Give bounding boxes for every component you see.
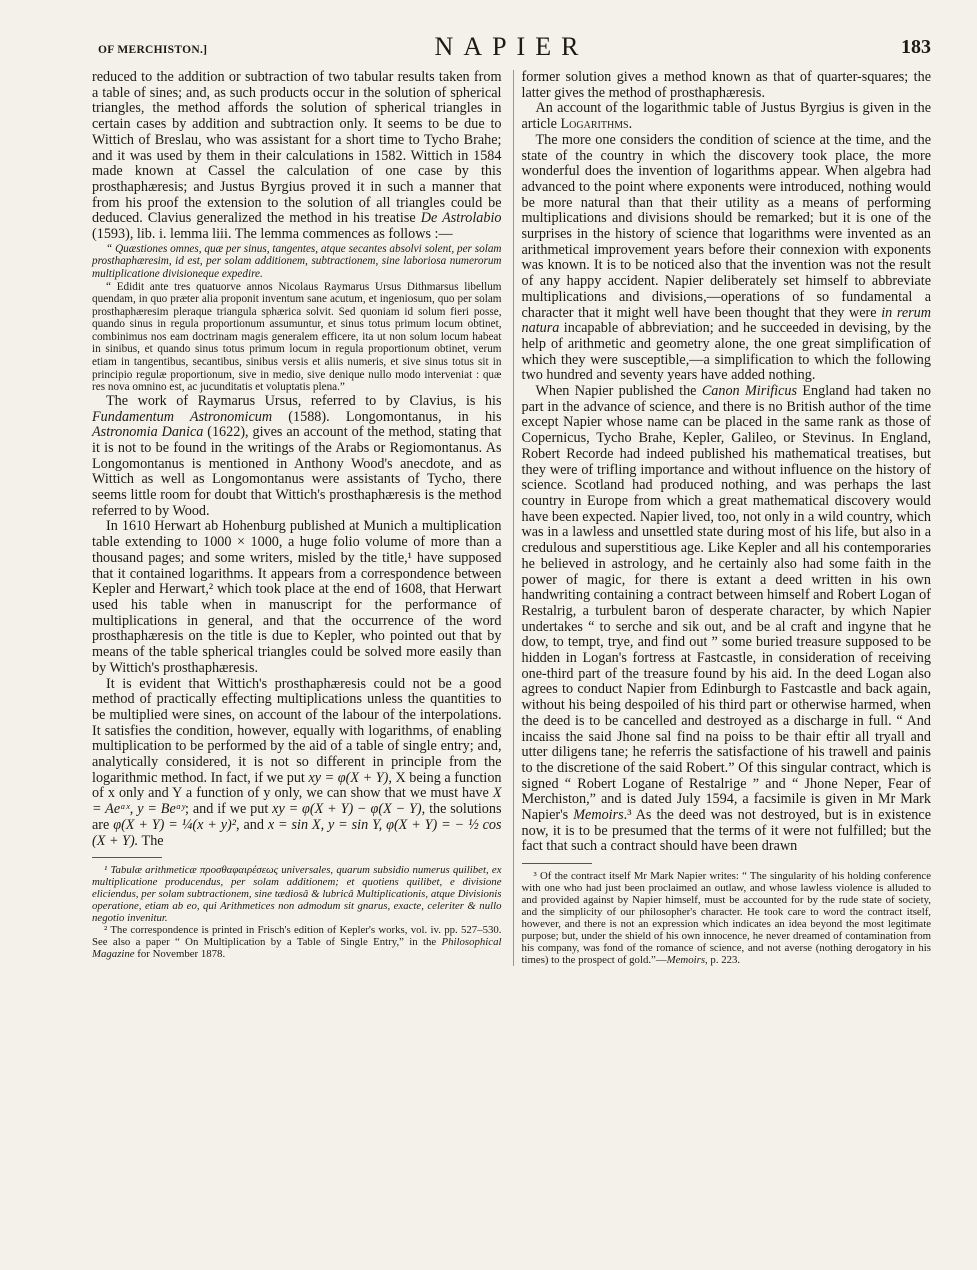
paragraph: An account of the logarithmic table of Justus Byrgius is given in the article Logarithms. [521, 100, 931, 133]
paragraph: The work of Raymarus Ursus, referred to by Clavius, is his Fundamentum Astronomicum (1588). Longomontanus, in his Astronomia Danica (1622), gives an account of the method, stating that it is not to be found in the writings of the Arabs or Regiomontanus. As Longomontanus is mentioned in Anthony Wood's anecdote, and as Wittich as well as Longomontanus were assistants of Tycho, there seems little room for doubt that Wittich's prosthaphæresis is the method referred to by Wood. [92, 392, 502, 519]
page-number: 183 [901, 36, 931, 58]
footnotes [522, 870, 932, 966]
header-section: OF MERCHISTON.] [98, 44, 208, 56]
running-header [92, 30, 931, 70]
footnote-rule [522, 863, 592, 864]
footnote-rule [92, 857, 162, 858]
paragraph: It is evident that Wittich's prosthaphæresis could not be a good method of practically effecting multiplications unless the quantities to be multiplied were sines, on account of the labour of the interpolations. It satisfies the condition, however, equally with logarithms, of enabling multiplication to be performed by the aid of a table of single entry; and, analytically considered, it is not so different in principle from the logarithmic method. In fact, if we put xy = φ(X + Y), X being a function of x only and Y a function of y only, we can show that we must have X = Aeᵃˣ, y = Beᵃʸ; and if we put xy = φ(X + Y) − φ(X − Y), the solutions are φ(X + Y) = ¼(x + y)², and x = sin X, y = sin Y, φ(X + Y) = − ½ cos (X + Y). The [92, 675, 502, 849]
footnotes [92, 864, 502, 960]
left-column [92, 70, 502, 966]
right-column [513, 70, 932, 966]
footnote: ² The correspondence is printed in Frisch's edition of Kepler's works, vol. iv. pp. 527–530. See also a paper “ On Multiplication by a Table of Single Entry,” in the Philosophical Magazine for November 1878. [92, 924, 502, 961]
latin-quote: “ Quæstiones omnes, quæ per sinus, tangentes, atque secantes absolvi solent, per solam prosthaphæresim, id est, per solam additionem, subtractionem, sine laboriosa numerorum multiplicatione divisioneque expedire. [92, 242, 502, 280]
footnote: ³ Of the contract itself Mr Mark Napier writes: “ The singularity of his holding conference with one who had just been proclaimed an outlaw, and whose lawless violence is alluded to and provided against by Napier himself, must be accounted for by the rude state of society, and the simplicity of our philosopher's character. He took care to word the contract itself, however, and there is not an expression which indicates an idea beyond the most legitimate purpose; but, under the shield of his own innocence, he never dreamed of contamination from his company, was fond of the romance of science, and not averse (nothing derogatory in his times) to the prospect of gold.”—Memoirs, p. 223. [521, 870, 931, 967]
cross-reference: Logarithms [560, 116, 629, 133]
text-columns [92, 70, 931, 966]
paragraph: In 1610 Herwart ab Hohenburg published at Munich a multiplication table extending to 1000 × 1000, a huge folio volume of more than a thousand pages; and some writers, misled by the title,¹ have supposed that it contained logarithms. It appears from a correspondence between Kepler and Herwart,² which took place at the end of 1608, that Herwart used his table when in manuscript for the performance of multiplications in general, and that the occurrence of the word prosthaphæresis on the title is due to Kepler, who pointed out that by means of the table spherical triangles could be solved more easily than by Wittich's prosthaphæresis. [92, 518, 502, 676]
header-title: NAPIER [434, 32, 589, 61]
paragraph: When Napier published the Canon Mirificus England had taken no part in the advance of science, and there is no British author of the time except Napier whose name can be placed in the same rank as those of Copernicus, Tycho Brahe, Kepler, Galileo, or Stevinus. In England, Robert Recorde had indeed published his mathematical treatises, but they were of trifling importance and without influence on the history of science. Scotland had produced nothing, and was perhaps the last country in Europe from which a great mathematical discovery would have been expected. Napier lived, too, not only in a wild country, which was in a lawless and unsettled state during most of his life, but also in a credulous and superstitious age. Like Kepler and all his contemporaries he believed in astrology, and he certainly also had some faith in the power of magic, for there is extant a deed written in his own handwriting containing a contract between himself and Robert Logan of Restalrig, a turbulent baron of desperate character, by which Napier undertakes “ to serche and sik out, and be al craft and ingyne that he dow, to tempt, trye, and find out ” some buried treasure supposed to be hidden in Logan's fortress at Fastcastle, in consideration of receiving one-third part of the treasure found by his aid. In the deed Logan also agrees to conduct Napier from Edinburgh to Fastcastle and back again, without his being despoiled of his third part or otherwise harmed, when the deed is to be cancelled and destroyed as a discharge in full. “ And incaiss the said Jhone sal find na poiss to be thair eftir all tryall and utter diligens tane; he referris the satisfactione of his trawell and painis to the discretione of the said Robert.” Of this singular contract, which is signed “ Robert Logane of Restalrige ” and “ Jhone Neper, Fear of Merchiston,” and is dated July 1594, a facsimile is given in Mr Mark Napier's Memoirs.³ As the deed was not destroyed, but is in existence now, it is to be presumed that the terms of it were not fulfilled; but the fact that such a contract should have been drawn [521, 383, 932, 855]
paragraph: The more one considers the condition of science at the time, and the state of the country in which the discovery took place, the more wonderful does the invention of logarithms appear. When algebra had advanced to the point where exponents were introduced, nothing would be more natural than that their utility as a means of performing multiplications and divisions should be remarked; but it is one of the surprises in the history of science that logarithms were invented as an arithmetical improvement years before their connexion with exponents was known. It is to be noticed also that the invention was not the result of any happy accident. Napier deliberately set himself to abbreviate multiplications and divisions,—operations of so fundamental a character that it might well have been thought that they were in rerum natura incapable of abbreviation; and he succeeded in devising, by the help of arithmetic and geometry alone, the one great simplification of which they were susceptible,—a simplification to which the following two hundred and seventy years have added nothing. [521, 131, 931, 384]
paragraph: former solution gives a method known as that of quarter-squares; the latter gives the method of prosthaphæresis. [521, 69, 931, 101]
footnote: ¹ Tabulæ arithmeticæ προσθαφαιρέσεως universales, quarum subsidio numerus quilibet, ex multiplicatione producendus, per solam additionem; et quotiens quilibet, e divisione eliciendus, per solam subtractionem, sine tædiosâ & lubricâ Multiplicationis, atque Divisionis operatione, etiam ab eo, qui Arithmetices non admodum sit gnarus, exacte, celeriter & nullo negotio invenitur. [92, 864, 502, 925]
paragraph: reduced to the addition or subtraction of two tabular results taken from a table of sines; and, as such products occur in the solution of spherical triangles, the method affords the solution of spherical triangles in certain cases by addition and subtraction only. It seems to be due to Wittich of Breslau, who was assistant for a short time to Tycho Brahe; and it was used by them in their calculations in 1582. Wittich in 1584 made known at Cassel the calculation of one case by this prosthaphæresis; and Justus Byrgius proved it in such a manner that from his proof the extension to the solution of all triangles could be deduced. Clavius generalized the method in his treatise De Astrolabio (1593), lib. i. lemma liii. The lemma commences as follows :— [92, 69, 502, 243]
latin-quote: “ Edidit ante tres quatuorve annos Nicolaus Raymarus Ursus Dithmarsus libellum quendam, in quo præter alia proponit inventum sane acutum, et ingeniosum, quo per solam prosthaphæresim pleraque triangula sphærica solvit. Sed quoniam id solum fieri posse, quando sinus in regula proportionum assumuntur, et sinus totus primum locum obtinet, combinimus nos eam doctrinam magis generalem efficere, ita ut non solum locum habeat in sinibus, et quando sinus totus primum locum in regula proportionum obtinet, verum etiam in tangentibus, secantibus, sinibus versis et aliis numeris, et sive sinus totus sit in principio regulæ proportionum, sive in medio, sive denique nullo modo interveniat : quæ res nova omnino est, ac jucunditatis et voluptatis plena.” [92, 280, 502, 394]
